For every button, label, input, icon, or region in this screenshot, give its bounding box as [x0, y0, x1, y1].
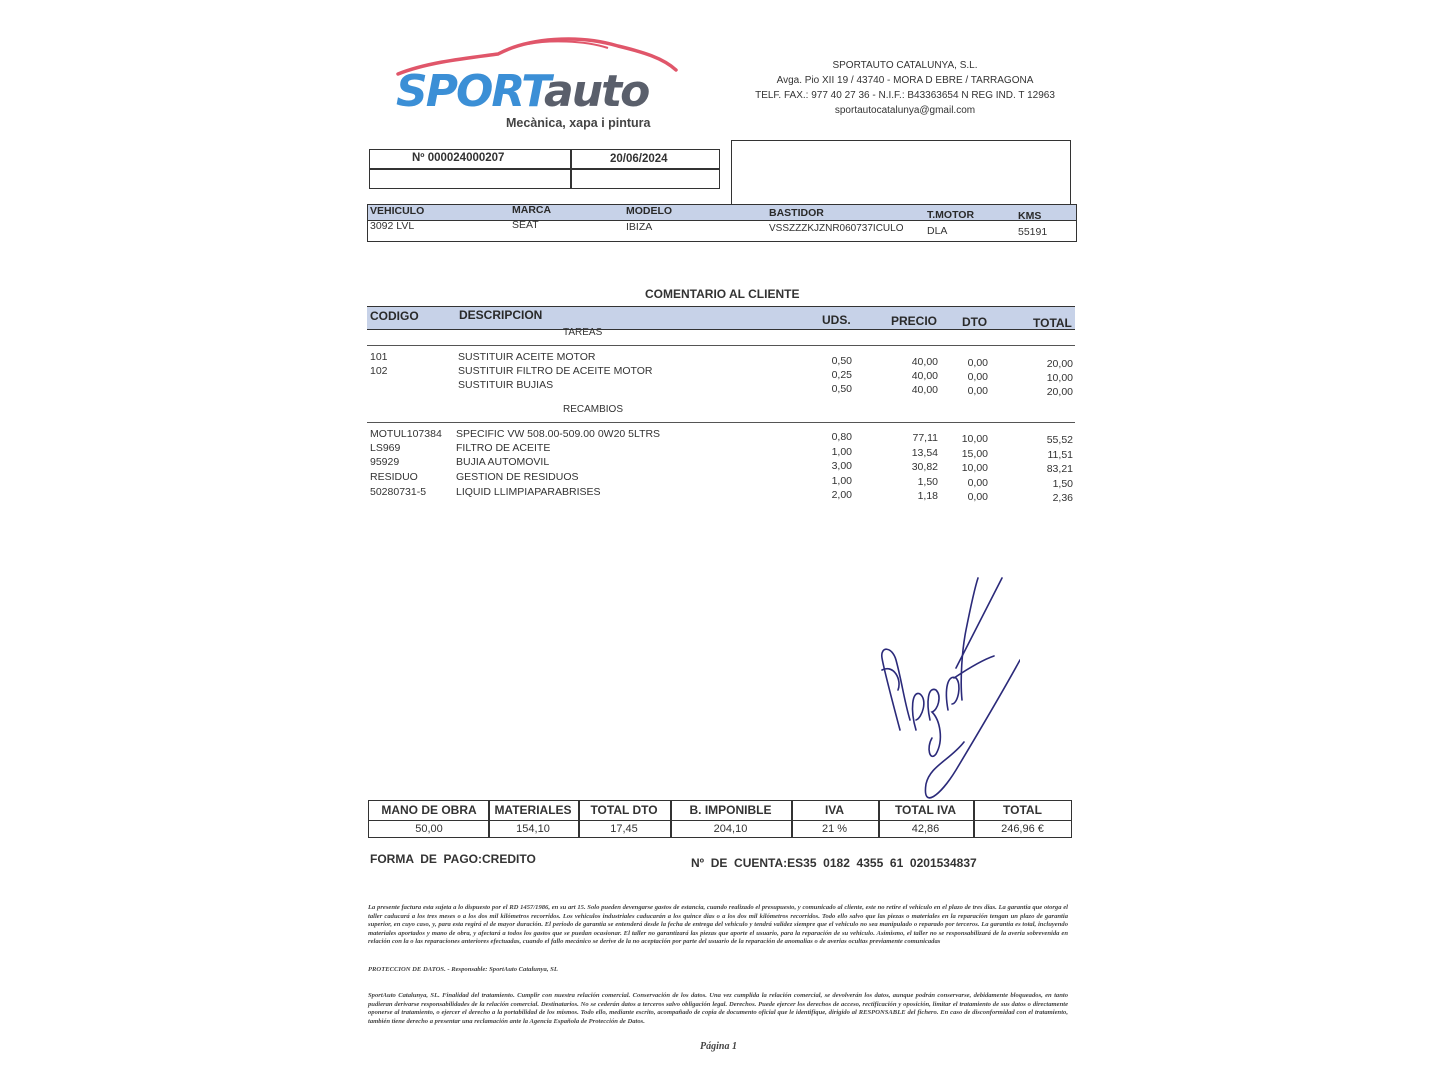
table-row [0, 365, 1440, 384]
page-number: Página 1 [700, 1041, 737, 1052]
vehicle-header-marca: MARCA [512, 204, 552, 216]
vehicle-vin: VSSZZZKJZNR060737ICULO [769, 223, 904, 234]
line-code: 95929 [370, 456, 400, 468]
lines-header-descripcion: DESCRIPCION [459, 308, 543, 322]
line-price: 13,54 [911, 447, 938, 459]
line-desc: LIQUID LLIMPIAPARABRISES [456, 486, 601, 498]
vehicle-header-vehiculo: VEHICULO [370, 205, 425, 217]
line-code: LS969 [370, 442, 401, 454]
invoice-number-box [369, 149, 720, 189]
invoice-number: Nº 000024000207 [412, 152, 505, 164]
table-row [0, 428, 1440, 446]
line-total: 1,50 [1052, 478, 1073, 490]
summary-header-iva: IVA [824, 803, 845, 817]
summary-header-total-iva: TOTAL IVA [894, 803, 957, 817]
line-code: 101 [370, 351, 388, 363]
lines-header-precio: PRECIO [891, 314, 938, 328]
line-total: 20,00 [1046, 358, 1073, 370]
lines-header-codigo: CODIGO [370, 309, 419, 323]
legal-data-protection-text: SportAuto Catalunya, SL. Finalidad del tratamiento. Cumplir con nuestra relación comercial. Conservación de los datos. Una vez cumplida la relación comercial, se devolverán los datos, aunque podrán conservarse, debidamente bloqueados, en tanto pudieran derivarse responsabilidades de la relación comercial. Destinatarios. No se cederán datos a terceros salvo obligación legal. Derechos. Puede ejercer los derechos de acceso, rectificación y oposición, limitar el tratamiento de sus datos o directamente oponerse al tratamiento, o ejercer el derecho a la portabilidad de los mismos. Todo ello, mediante escrito, acompañado de copia de documento oficial que le identifique, dirigido al RESPONSABLE del fichero. En caso de disconformidad con el tratamiento, también tiene derecho a presentar una reclamación ante la Agencia Española de Protección de Datos. [368, 992, 1068, 1025]
line-uds: 0,50 [831, 383, 852, 395]
line-uds: 3,00 [831, 460, 852, 472]
table-row [0, 486, 1440, 504]
line-code: 102 [370, 365, 388, 377]
summary-header-materiales: MATERIALES [494, 803, 572, 817]
line-price: 40,00 [911, 384, 938, 396]
line-total: 11,51 [1047, 449, 1073, 461]
line-dto: 0,00 [967, 357, 988, 369]
bank-account: Nº DE CUENTA:ES35 0182 4355 61 0201534837 [691, 856, 977, 870]
company-address: Avga. Pio XII 19 / 43740 - MORA D EBRE / TARRAGONA [776, 75, 1034, 86]
logo-word-auto: auto [544, 66, 649, 117]
table-row [0, 442, 1440, 461]
logo-word-sport: SPORT [396, 66, 545, 117]
table-row [0, 456, 1440, 475]
handwritten-signature [870, 570, 1020, 810]
line-code: MOTUL107384 [370, 428, 442, 440]
lines-header-uds: UDS. [822, 313, 851, 327]
vehicle-header-kms: KMS [1018, 210, 1042, 222]
summary-materiales: 154,10 [516, 823, 550, 835]
lines-header-dto: DTO [962, 315, 988, 329]
line-desc: GESTION DE RESIDUOS [456, 471, 579, 483]
comment-title: COMENTARIO AL CLIENTE [645, 287, 800, 301]
legal-warranty-text: La presente factura esta sujeta a lo dispuesto por el RD 1457/1986, en su art 15. Solo pueden devengarse gastos de estancia, cuando realizado el presupuesto, y comunicado al cliente, este no retire el vehiculo en el plazo de tres dias. La garantia que otorga el taller caducará a los tres meses o a los dos mil kilómetros recorridos. Los vehiculos industriales caducarán a los quince dias o a los dos mil kilómetros recorridos. Todo ello salvo que las piezas o materiales en la reparación tengan un plazo de garantia superior, en cuyo caso, y, para esta regirá el de mayor duración. El periodo de garantia se entenderá desde la fecha de entrega del vehiculo y tendrá validez siempre que el vehiculo no sea manipulado o reparado por terceros. La garantia es total, incluyendo materiales aportados y mano de obra, y afectará a todos los gastos que se puedan ocasionar. El taller no garantizará las piezas que aporte el usuario, para la reparación de su vehiculo. Asimismo, el taller no se responsabilizará de la averia sobrevenida en relación con la o las reparaciones anteriores efectuadas, cuando el fallo mecánico se derive de la no aceptación por parte del usuario de la reparación de anomalias o de averias ocultas previamente comunicadas [368, 904, 1068, 946]
section-tareas: TAREAS [563, 327, 603, 338]
line-uds: 0,25 [831, 369, 852, 381]
line-dto: 10,00 [961, 462, 988, 474]
tareas-underline [367, 345, 1075, 346]
vehicle-header-tmotor: T.MOTOR [927, 209, 975, 221]
table-row [0, 351, 1440, 370]
line-total: 55,52 [1046, 434, 1073, 446]
vehicle-kms: 55191 [1018, 226, 1048, 238]
customer-address-box [731, 140, 1071, 206]
line-uds: 2,00 [831, 489, 852, 501]
line-desc: SUSTITUIR FILTRO DE ACEITE MOTOR [458, 365, 653, 377]
summary-iva: 21 % [821, 823, 848, 835]
payment-method: FORMA DE PAGO:CREDITO [370, 852, 536, 866]
line-uds: 1,00 [831, 446, 852, 458]
vehicle-plate: 3092 LVL [370, 220, 415, 232]
summary-total-dto: 17,45 [610, 823, 638, 835]
summary-header-total-dto: TOTAL DTO [590, 803, 658, 817]
line-total: 83,21 [1046, 463, 1073, 475]
legal-data-protection-title: PROTECCION DE DATOS. - Responsable: SportAuto Catalunya, SL [368, 966, 558, 973]
line-desc: BUJIA AUTOMOVIL [456, 456, 550, 468]
line-price: 77,11 [912, 432, 938, 444]
vehicle-model: IBIZA [626, 221, 653, 233]
line-dto: 10,00 [961, 433, 988, 445]
section-recambios: RECAMBIOS [563, 404, 624, 415]
line-total: 2,36 [1052, 492, 1073, 504]
line-code: RESIDUO [370, 471, 418, 483]
line-code: 50280731-5 [370, 486, 427, 498]
line-price: 1,50 [917, 476, 938, 488]
company-name: SPORTAUTO CATALUNYA, S.L. [832, 60, 978, 71]
summary-mano-obra: 50,00 [415, 823, 443, 835]
line-price: 30,82 [911, 461, 938, 473]
line-dto: 0,00 [967, 477, 988, 489]
company-phone: TELF. FAX.: 977 40 27 36 - N.I.F.: B43363654 N REG IND. T 12963 [755, 90, 1055, 101]
line-dto: 0,00 [967, 371, 988, 383]
table-row [0, 471, 1440, 490]
vehicle-header-modelo: MODELO [626, 205, 673, 217]
summary-header-mano-obra: MANO DE OBRA [381, 803, 477, 817]
line-dto: 15,00 [961, 448, 988, 460]
summary-total: 246,96 € [1001, 823, 1044, 835]
logo-tagline: Mecànica, xapa i pintura [506, 116, 651, 130]
summary-header-total: TOTAL [1003, 803, 1042, 817]
line-price: 40,00 [911, 356, 938, 368]
vehicle-brand: SEAT [512, 219, 539, 231]
line-price: 1,18 [917, 490, 938, 502]
line-dto: 0,00 [967, 491, 988, 503]
line-uds: 1,00 [831, 475, 852, 487]
line-desc: FILTRO DE ACEITE [456, 442, 551, 454]
vehicle-engine: DLA [927, 225, 948, 237]
line-dto: 0,00 [967, 385, 988, 397]
table-row [0, 379, 1440, 398]
company-email: sportautocatalunya@gmail.com [834, 105, 976, 116]
line-uds: 0,80 [831, 431, 852, 443]
line-total: 20,00 [1046, 386, 1073, 398]
summary-total-iva: 42,86 [911, 823, 940, 835]
company-info [740, 58, 1070, 118]
summary-header-base: B. IMPONIBLE [689, 803, 772, 817]
line-total: 10,00 [1046, 372, 1073, 384]
line-uds: 0,50 [831, 355, 852, 367]
vehicle-header-bastidor: BASTIDOR [769, 207, 824, 219]
line-desc: SUSTITUIR ACEITE MOTOR [458, 351, 596, 363]
line-price: 40,00 [911, 370, 938, 382]
summary-base: 204,10 [713, 823, 748, 835]
line-desc: SPECIFIC VW 508.00-509.00 0W20 5LTRS [456, 428, 661, 440]
line-desc: SUSTITUIR BUJIAS [458, 379, 554, 391]
invoice-date: 20/06/2024 [610, 153, 668, 165]
recambios-underline [367, 422, 1075, 423]
lines-header-total: TOTAL [1033, 316, 1072, 330]
company-logo [388, 32, 688, 132]
